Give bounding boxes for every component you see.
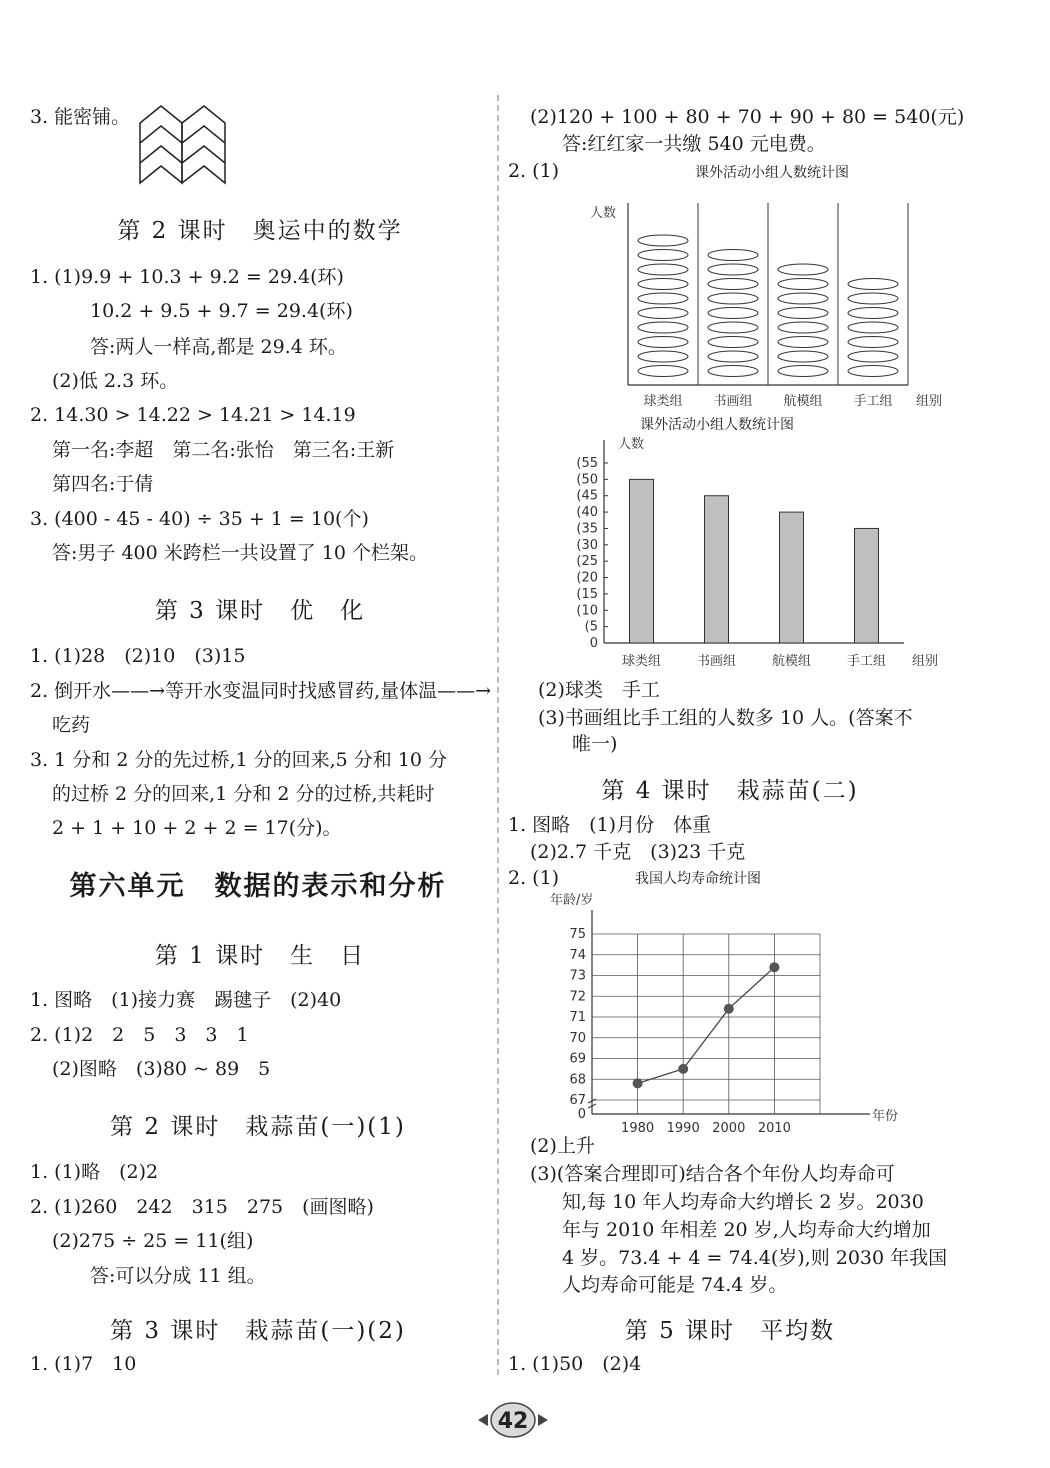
line-point [678,1064,688,1074]
line-chart-title: 我国人均寿命统计图 [635,871,761,887]
pictograph-category-label: 球类组 [643,394,683,409]
answer-line: 答:男子 400 米跨栏一共设置了 10 个栏架。 [52,542,429,564]
line-x-tick-label: 1990 [666,1121,700,1136]
pictograph-icon [708,322,758,333]
pictograph-icon [848,337,898,348]
line-y-tick-label: 73 [569,968,586,984]
answer-line: (2)上升 [530,1135,595,1157]
answer-line: 2. 14.30 > 14.22 > 14.21 > 14.19 [30,404,356,426]
pictograph-icon [638,264,688,275]
answer-line: 1. (1)9.9 + 10.3 + 9.2 = 29.4(环) [30,266,344,288]
bar-y-tick-label: (10 [576,603,598,619]
page-number: 42 [497,1409,529,1434]
answer-line: (2)球类 手工 [538,679,660,701]
answer-line: 第一名:李超 第二名:张怡 第三名:王新 [52,439,395,461]
pictograph-icon [638,337,688,348]
answer-line: 1. (1)28 (2)10 (3)15 [30,645,246,667]
answer-line: 1. (1)7 10 [30,1353,137,1375]
pictograph-icon [638,308,688,319]
lesson2-title: 第 2 课时 奥运中的数学 [117,218,403,244]
answer-line: 2. (1) [508,867,560,889]
bar-category-label: 书画组 [696,654,737,669]
pictograph-icon [638,366,688,377]
pictograph-icon [638,351,688,362]
line-chart [550,888,899,1138]
pictograph-icon [848,308,898,319]
bar-y-tick-label: (30 [576,537,598,553]
line-y-tick-label: 74 [569,947,586,963]
pictograph-icon [778,366,828,377]
unit6-title: 第六单元 数据的表示和分析 [69,871,447,902]
bar [780,512,804,643]
line-y-tick-label: 69 [569,1051,586,1067]
line-y-tick-label: 75 [569,927,586,942]
answer-line: (2)2.7 千克 (3)23 千克 [530,841,746,863]
answer-line: 2. (1) [508,160,560,182]
pictograph-icon [638,250,688,261]
bar-x-label: 组别 [912,654,939,669]
pictograph-icon [708,351,758,362]
answer-line: 2. (1)2 2 5 3 3 1 [30,1024,249,1046]
line-point [633,1078,643,1088]
pictograph-icon [708,366,758,377]
bar-y-tick-label: (35 [576,521,598,537]
line-point [724,1004,734,1014]
bar-category-label: 球类组 [621,654,662,669]
line-x-tick-label: 2010 [757,1121,791,1136]
pictograph-icon [778,264,828,275]
answer-line: 的过桥 2 分的回来,1 分和 2 分的过桥,共耗时 [52,783,435,805]
line-y-tick-label: 68 [569,1072,586,1088]
page-number-ornament [478,1400,548,1440]
answer-line: (3)(答案合理即可)结合各个年份人均寿命可 [530,1163,895,1185]
pictograph-icon [848,293,898,304]
pictograph-y-label: 人数 [590,206,617,221]
answer-line: 10.2 + 9.5 + 9.7 = 29.4(环) [90,300,353,322]
pictograph-icon [778,337,828,348]
column-divider [497,95,499,1375]
pictograph-icon [778,322,828,333]
line-y-tick-label: 0 [577,1107,586,1122]
answer-line: 2 + 1 + 10 + 2 + 2 = 17(分)。 [52,817,342,839]
bar-category-label: 航模组 [771,654,812,669]
answer-line: 第四名:于倩 [52,473,154,495]
line-y-label: 年龄/岁 [550,893,594,908]
answer-line: (2)图略 (3)80 ~ 89 5 [52,1058,271,1080]
lesson3-title: 第 3 课时 优 化 [154,598,366,624]
bar-y-tick-label: (40 [576,505,598,521]
lesson5-title: 第 5 课时 平均数 [624,1318,836,1344]
pictograph-category-label: 书画组 [713,394,753,409]
bar-chart-title: 课外活动小组人数统计图 [640,417,794,433]
pictograph-icon [848,366,898,377]
line-x-label: 年份 [872,1109,899,1124]
answer-line: 2. (1)260 242 315 275 (画图略) [30,1196,374,1218]
bar-y-tick-label: (55 [576,456,598,471]
pictograph-icon [708,308,758,319]
pictograph-chart [590,195,1050,415]
line-y-tick-label: 71 [569,1010,586,1025]
bar-y-label: 人数 [618,437,645,452]
pictograph-title: 课外活动小组人数统计图 [695,165,849,181]
pictograph-icon [638,235,688,246]
line-x-tick-label: 1980 [621,1121,655,1136]
tiling-figure [138,103,228,185]
pictograph-icon [848,322,898,333]
pictograph-category-label: 航模组 [783,394,823,409]
bar-y-tick-label: (50 [576,472,598,488]
pictograph-icon [638,279,688,290]
bar-y-tick-label: 0 [589,636,598,651]
answer-line: (3)书画组比手工组的人数多 10 人。(答案不 [538,707,913,729]
answer-line: 知,每 10 年人均寿命大约增长 2 岁。2030 [562,1191,924,1213]
answer-line: 1. 图略 (1)月份 体重 [508,814,712,836]
bar-chart [560,432,960,677]
bar [855,528,879,643]
page-number-badge [478,1400,548,1440]
bar-y-tick-label: (20 [576,570,598,586]
answer-line: (2)120 + 100 + 80 + 70 + 90 + 80 = 540(元) [530,106,965,128]
q3-tiling-answer: 3. 能密铺。 [30,106,131,128]
pictograph-icon [638,322,688,333]
answer-line: 3. 1 分和 2 分的先过桥,1 分的回来,5 分和 10 分 [30,749,448,771]
pictograph-icon [778,308,828,319]
pictograph-icon [778,279,828,290]
line-y-tick-label: 72 [569,989,586,1005]
answer-line: 答:红红家一共缴 540 元电费。 [562,133,826,155]
bar-category-label: 手工组 [846,654,887,669]
answer-line: 2. 倒开水——→等开水变温同时找感冒药,量体温——→ [30,680,492,702]
bar [630,479,654,643]
pictograph-icon [638,293,688,304]
pictograph-icon [708,264,758,275]
pictograph-icon [778,293,828,304]
unit6-lesson3-title: 第 3 课时 栽蒜苗(一)(2) [110,1318,406,1344]
line-point [769,962,779,972]
answer-line: 吃药 [52,714,91,736]
answer-line: 年与 2010 年相差 20 岁,人均寿命大约增加 [562,1219,931,1241]
line-y-tick-label: 67 [569,1093,586,1108]
unit6-lesson2-title: 第 2 课时 栽蒜苗(一)(1) [110,1114,406,1140]
pictograph-icon [708,250,758,261]
pictograph-icon [708,337,758,348]
answer-line: 答:可以分成 11 组。 [90,1265,266,1287]
pictograph-icon [778,351,828,362]
answer-line: 1. (1)略 (2)2 [30,1161,159,1183]
answer-line: 1. (1)50 (2)4 [508,1353,642,1375]
pictograph-icon [848,351,898,362]
lesson4-title: 第 4 课时 栽蒜苗(二) [601,778,859,804]
line-series [638,967,775,1083]
answer-line: 4 岁。73.4 + 4 = 74.4(岁),则 2030 年我国 [562,1247,948,1269]
bar-y-tick-label: (5 [584,619,598,635]
answer-line: 1. 图略 (1)接力赛 踢毽子 (2)40 [30,989,342,1011]
answer-line: 唯一) [572,733,618,755]
bar-y-tick-label: (15 [576,586,598,602]
pictograph-x-label: 组别 [916,394,943,409]
answer-line: 3. (400 - 45 - 40) ÷ 35 + 1 = 10(个) [30,508,369,530]
unit6-lesson1-title: 第 1 课时 生 日 [154,943,366,969]
bar-y-tick-label: (45 [576,488,598,504]
answer-line: (2)低 2.3 环。 [52,370,179,392]
answer-line: 答:两人一样高,都是 29.4 环。 [90,336,347,358]
bar [705,496,729,643]
pictograph-icon [708,279,758,290]
bar-y-tick-label: (25 [576,554,598,570]
pictograph-category-label: 手工组 [853,394,893,409]
pictograph-icon [708,293,758,304]
line-x-tick-label: 2000 [712,1121,746,1136]
line-y-tick-label: 70 [569,1030,586,1046]
answer-line: (2)275 ÷ 25 = 11(组) [52,1230,254,1252]
answer-line: 人均寿命可能是 74.4 岁。 [562,1274,788,1296]
pictograph-icon [848,279,898,290]
